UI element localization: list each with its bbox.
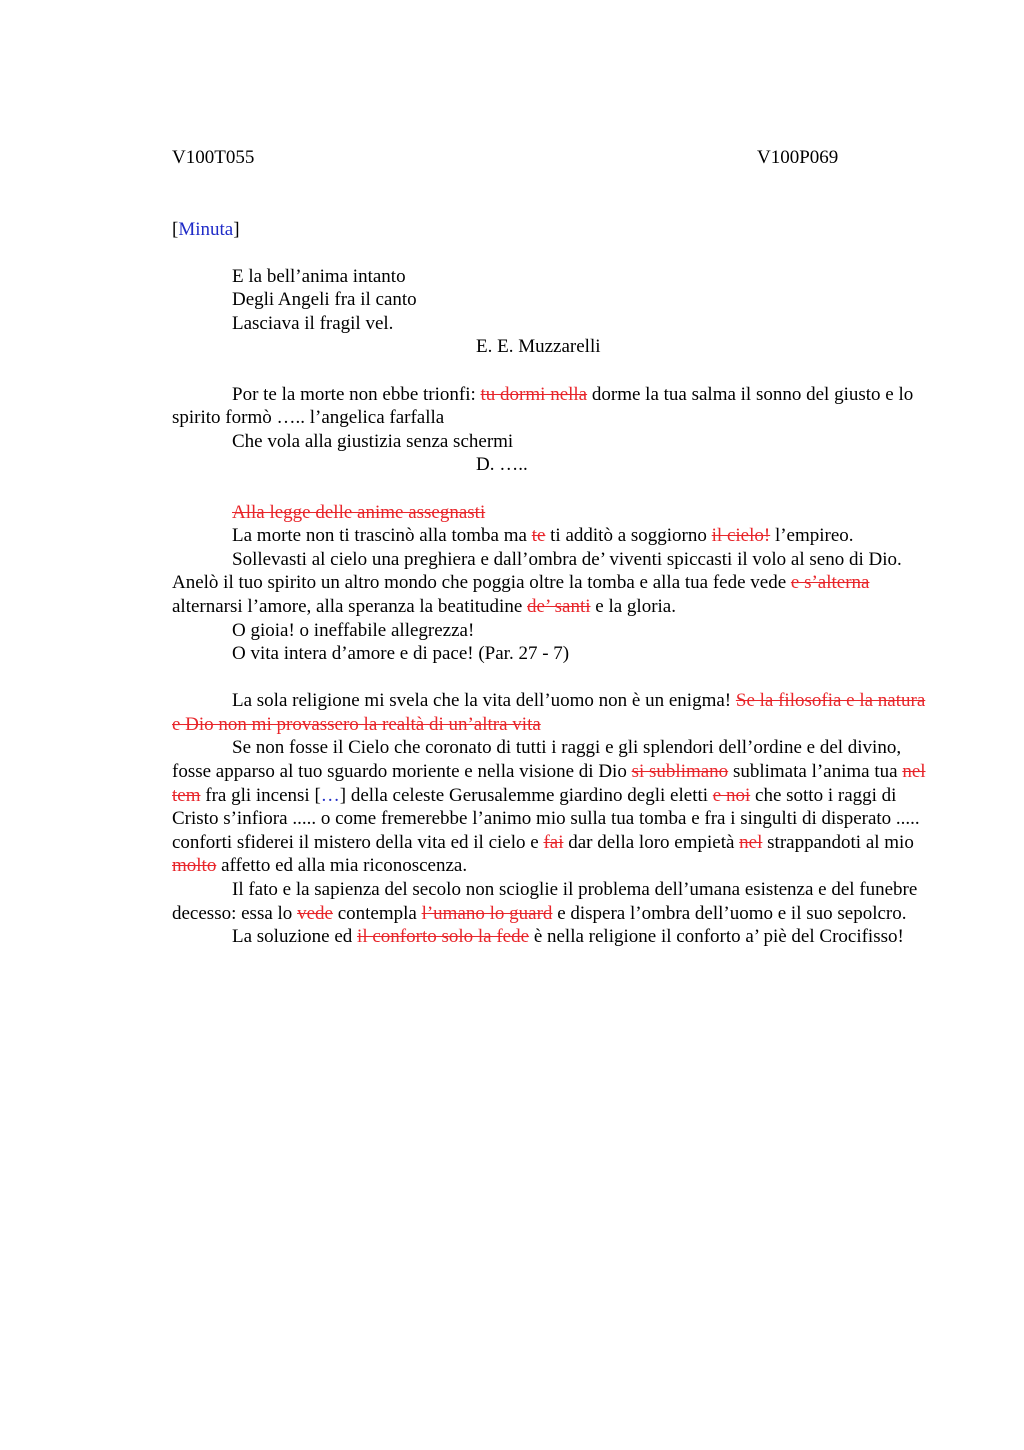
deleted-text: te	[531, 525, 546, 547]
deleted-text: de’ santi	[527, 595, 591, 617]
bracket-close: ]	[233, 219, 240, 240]
paragraph-1	[172, 383, 932, 477]
minuta-label	[172, 218, 932, 242]
deleted-text: fai	[543, 831, 564, 853]
verse-author: D. …..	[476, 454, 528, 476]
paragraph-2	[172, 501, 932, 666]
paragraph-3	[172, 689, 932, 949]
deleted-text: l’umano lo guard	[421, 902, 553, 924]
minuta-word: Minuta	[178, 219, 234, 240]
paragraph-text: La soluzione ed il conforto solo la fede è nella religione il conforto a’ piè del Crocifisso!	[232, 926, 904, 948]
deleted-text: Se la filosofia e la natura e Dio non mi provassero la realtà di un’altra vita	[172, 690, 926, 735]
document-code-right: V100P069	[757, 147, 839, 168]
deleted-text: nel	[739, 831, 763, 853]
deleted-text: il cielo!	[711, 525, 771, 547]
deleted-text: e noi	[712, 784, 751, 806]
paragraph-text	[172, 501, 932, 525]
document-code-left: V100T055	[172, 147, 255, 168]
paragraph-text: O vita intera d’amore e di pace! (Par. 27 - 7)	[232, 643, 570, 665]
paragraph-text: Por te la morte non ebbe trionfi: tu dormi nella dorme la tua salma il sonno del giusto e lo spirito formò ….. l’angelica farfalla	[172, 383, 914, 429]
paragraph-text: La morte non ti trascinò alla tomba ma te ti additò a soggiorno il cielo! l’empireo.	[232, 525, 854, 547]
paragraph-text: Se non fosse il Cielo che coronato di tutti i raggi e gli splendori dell’ordine e del divino, fosse apparso al tuo sguardo moriente e nella visione di Dio si sublimano sublimata l’anima tua nel tem fra gli incensi […] della celeste Gerusalemme giardino degli eletti e noi che sotto i raggi di Cristo s’infiora ..... o come fremerebbe l’animo mio sulla tua tomba e fra i singulti di disperato ..... conforti sfiderei il mistero della vita ed il cielo e fai dar della loro empietà nel strappandoti al mio molto affetto ed alla mia riconoscenza.	[172, 737, 926, 877]
bracket-open: [	[172, 219, 179, 240]
deleted-text: nel tem	[172, 761, 926, 806]
verse-line: Degli Angeli fra il canto	[232, 289, 417, 311]
deleted-text: e s’alterna	[790, 572, 870, 594]
verse-line: Che vola alla giustizia senza schermi	[232, 430, 514, 452]
document-page	[172, 144, 932, 949]
deleted-text: vede	[297, 902, 333, 924]
verse-author: E. E. Muzzarelli	[476, 336, 601, 358]
paragraph-text: La sola religione mi svela che la vita dell’uomo non è un enigma! Se la filosofia e la natura e Dio non mi provassero la realtà di un’altra vita	[172, 690, 926, 735]
deleted-text: molto	[172, 855, 217, 877]
deleted-text: Alla legge delle anime assegnasti	[232, 501, 486, 523]
deleted-text: tu dormi nella	[480, 383, 588, 405]
paragraph-text: O gioia! o ineffabile allegrezza!	[232, 619, 475, 641]
deleted-text: si sublimano	[631, 761, 729, 783]
paragraph-text: Il fato e la sapienza del secolo non scioglie il problema dell’umana esistenza e del funebre decesso: essa lo vede contempla l’umano lo guard e dispera l’ombra dell’uomo e il suo sepolcro.	[172, 879, 918, 924]
verse-quote-1	[172, 265, 932, 359]
deleted-text: il conforto solo la fede	[357, 926, 530, 948]
editorial-ellipsis: …	[320, 784, 340, 806]
verse-line: Lasciava il fragil vel.	[232, 312, 394, 334]
verse-line: E la bell’anima intanto	[232, 265, 406, 287]
paragraph-text: Sollevasti al cielo una preghiera e dall’ombra de’ viventi spiccasti il volo al seno di Dio. Anelò il tuo spirito un altro mondo che poggia oltre la tomba e alla tua fede vede e s’alterna alternarsi l’amore, alla speranza la beatitudine de’ santi e la gloria.	[172, 548, 902, 617]
document-header	[172, 144, 932, 168]
